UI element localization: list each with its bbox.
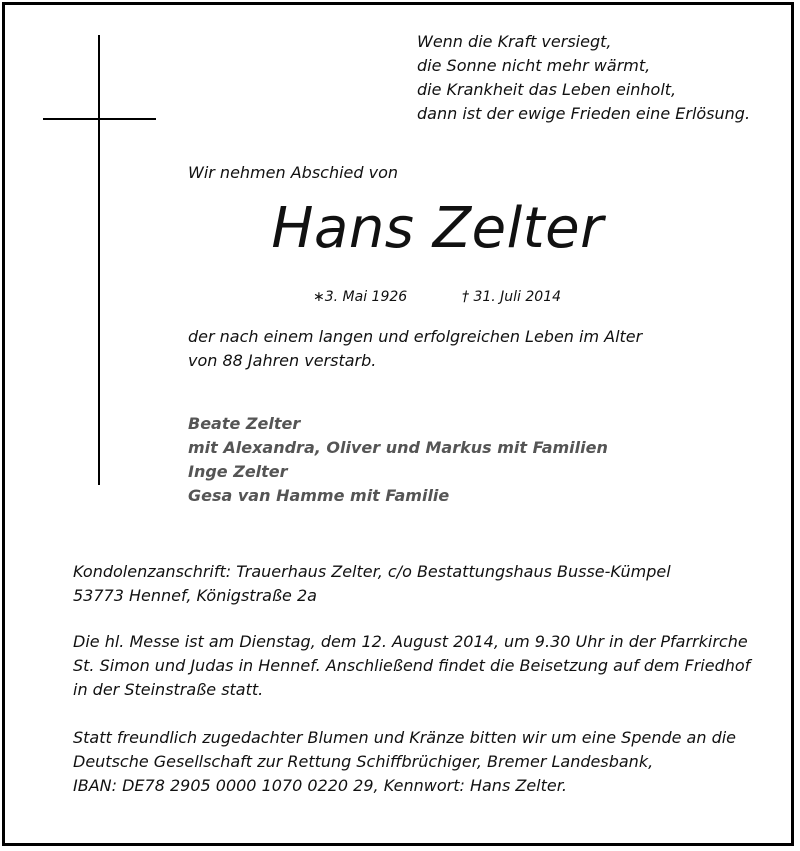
poem-line: dann ist der ewige Frieden eine Erlösung. — [417, 104, 751, 123]
mourner-line: Gesa van Hamme mit Familie — [188, 486, 450, 505]
life-description — [188, 325, 642, 373]
donation-line: Statt freundlich zugedachter Blumen und Kränze bitten wir um eine Spende an die — [73, 728, 737, 747]
donation-notice — [73, 726, 736, 798]
mourner-line: Beate Zelter — [188, 414, 301, 433]
condolence-address — [73, 560, 671, 608]
mourner-line: Inge Zelter — [188, 462, 288, 481]
farewell-intro: Wir nehmen Abschied von — [188, 163, 399, 182]
birth-date: ∗3. Mai 1926 — [313, 289, 408, 305]
deceased-name: Hans Zelter — [271, 196, 604, 261]
poem-line: die Krankheit das Leben einholt, — [417, 80, 677, 99]
mass-line: in der Steinstraße statt. — [73, 680, 264, 699]
cross-horizontal-bar — [43, 118, 156, 120]
description-line: der nach einem langen und erfolgreichen Leben im Alter — [188, 327, 643, 346]
poem-line: Wenn die Kraft versiegt, — [417, 32, 612, 51]
death-date: † 31. Juli 2014 — [462, 289, 562, 305]
donation-line: IBAN: DE78 2905 0000 1070 0220 29, Kennwort: Hans Zelter. — [73, 776, 567, 795]
poem-line: die Sonne nicht mehr wärmt, — [417, 56, 651, 75]
mourner-line: mit Alexandra, Oliver und Markus mit Familien — [188, 438, 608, 457]
mass-line: St. Simon und Judas in Hennef. Anschließend findet die Beisetzung auf dem Friedhof — [73, 656, 751, 675]
description-line: von 88 Jahren verstarb. — [188, 351, 377, 370]
mourners-list — [188, 412, 608, 508]
condolence-line: Kondolenzanschrift: Trauerhaus Zelter, c/o Bestattungshaus Busse-Kümpel — [73, 562, 671, 581]
condolence-line: 53773 Hennef, Königstraße 2a — [73, 586, 317, 605]
poem — [417, 30, 750, 126]
mass-notice — [73, 630, 750, 702]
mass-line: Die hl. Messe ist am Dienstag, dem 12. August 2014, um 9.30 Uhr in der Pfarrkirche — [73, 632, 748, 651]
donation-line: Deutsche Gesellschaft zur Rettung Schiffbrüchiger, Bremer Landesbank, — [73, 752, 654, 771]
